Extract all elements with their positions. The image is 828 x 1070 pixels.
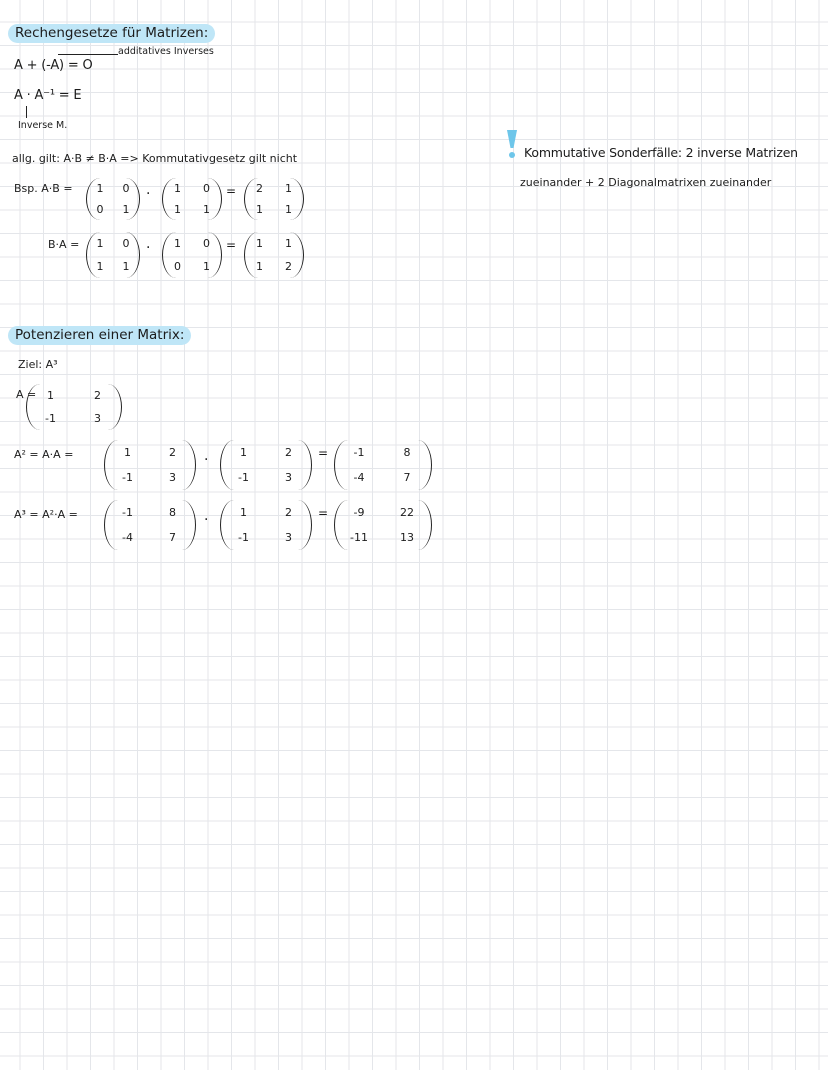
matrix-a2-result: -1 8 -4 7 — [334, 440, 432, 490]
equals-sign: = — [226, 238, 237, 252]
general-rule: allg. gilt: A·B ≠ B·A => Kommutativgesetz gilt nicht — [12, 152, 298, 165]
label-inverse-matrix: Inverse M. — [18, 120, 68, 131]
matrix-ba-result: 1 1 1 2 — [244, 232, 304, 278]
matrix-a-2: 1 0 0 1 — [162, 232, 222, 278]
eq-inverse: A · A⁻¹ = E — [14, 88, 82, 103]
matrix-a2-left: 1 2 -1 3 — [104, 440, 196, 490]
matrix-a3-right: 1 2 -1 3 — [220, 500, 312, 550]
section-title-rechengesetze: Rechengesetze für Matrizen: — [8, 22, 215, 41]
a-def-label: A = — [16, 388, 37, 401]
matrix-b: 1 0 1 1 — [162, 178, 222, 220]
matrix-a-def: 1 2 -1 3 — [26, 384, 122, 430]
matrix-a3-result: -9 22 -11 13 — [334, 500, 432, 550]
example-ab-label: Bsp. A·B = — [14, 182, 73, 195]
eq-additive-inverse: A + (-A) = O — [14, 58, 93, 73]
exclamation-icon — [506, 129, 518, 159]
multiply-dot: · — [204, 452, 209, 468]
note-line-2: zueinander + 2 Diagonalmatrixen zueinander — [520, 176, 772, 189]
multiply-dot: · — [146, 240, 151, 256]
label-additive-inverse: additatives Inverses — [118, 46, 214, 57]
matrix-a3-left: -1 8 -4 7 — [104, 500, 196, 550]
equals-sign: = — [318, 446, 329, 460]
matrix-b-2: 1 0 1 1 — [86, 232, 140, 278]
matrix-a2-right: 1 2 -1 3 — [220, 440, 312, 490]
matrix-a: 1 0 0 1 — [86, 178, 140, 220]
equals-sign: = — [318, 506, 329, 520]
multiply-dot: · — [146, 186, 151, 202]
overline-marker — [58, 54, 118, 55]
a2-label: A² = A·A = — [14, 448, 74, 461]
note-line-1: Kommutative Sonderfälle: 2 inverse Matrizen — [524, 145, 798, 160]
equals-sign: = — [226, 184, 237, 198]
goal-label: Ziel: A³ — [18, 358, 58, 371]
example-ba-label: B·A = — [48, 238, 80, 251]
section-title-potenzieren: Potenzieren einer Matrix: — [8, 324, 191, 343]
multiply-dot: · — [204, 512, 209, 528]
matrix-ab-result: 2 1 1 1 — [244, 178, 304, 220]
inverse-pointer-line — [26, 106, 27, 118]
a3-label: A³ = A²·A = — [14, 508, 78, 521]
